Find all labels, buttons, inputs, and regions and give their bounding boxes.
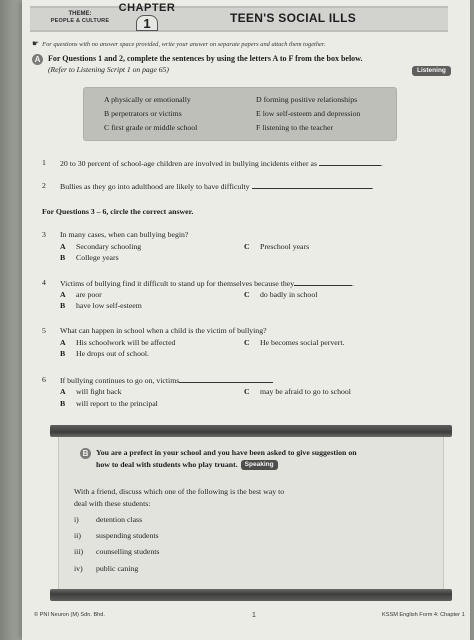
question-1-answer-blank[interactable] [319, 158, 381, 166]
question-4-option-a[interactable]: are poor [76, 290, 102, 299]
list-item-2-number: ii) [74, 531, 81, 540]
question-4-answer-blank[interactable] [294, 278, 352, 286]
question-3-number: 3 [42, 230, 46, 239]
section-a-badge: A [32, 54, 43, 65]
pointing-hand-icon: ☛ [32, 39, 40, 48]
question-3-text: In many cases, when can bullying begin? [60, 230, 189, 239]
section-b-title-line-2: how to deal with students who play truant. [96, 460, 238, 469]
option-f: F listening to the teacher [256, 123, 334, 132]
section-b-prompt-line-2: deal with these students: [74, 499, 151, 508]
footer-publisher: © PNI Neuron (M) Sdn. Bhd. [34, 612, 105, 618]
answer-options-box [84, 88, 396, 140]
question-6-option-c-letter[interactable]: C [244, 387, 250, 396]
option-a: A physically or emotionally [104, 95, 191, 104]
book-spine-edge [0, 0, 22, 640]
question-4-option-b-letter[interactable]: B [60, 301, 66, 310]
theme-label-block [44, 11, 116, 25]
chapter-title: TEEN'S SOCIAL ILLS [230, 11, 357, 25]
scroll-top-roller [50, 425, 452, 437]
question-4-number: 4 [42, 278, 46, 287]
instruction-note-text: For questions with no answer space provided, write your answer on separate papers and attach them together. [42, 41, 326, 48]
question-6 [60, 375, 273, 385]
list-item-1: detention class [96, 515, 143, 524]
question-6-option-b-letter[interactable]: B [60, 399, 66, 408]
question-5-option-c[interactable]: He becomes social pervert. [260, 338, 345, 347]
theme-label: THEME: [68, 11, 92, 17]
question-4-text: Victims of bullying find it difficult to stand up for themselves because they [60, 279, 295, 288]
questions-3-6-heading: For Questions 3 – 6, circle the correct answer. [42, 207, 194, 216]
question-3-option-b-letter[interactable]: B [60, 253, 66, 262]
question-5-number: 5 [42, 326, 46, 335]
question-6-text: If bullying continues to go on, victims [60, 376, 180, 385]
question-1: 20 to 30 percent of school-age children are involved in bullying incidents either as . [60, 159, 383, 168]
question-4-option-c[interactable]: do badly in school [260, 290, 318, 299]
question-3-option-c[interactable]: Preschool years [260, 242, 310, 251]
question-2-number: 2 [42, 181, 46, 190]
question-2-answer-blank[interactable] [252, 181, 372, 189]
footer-page-number: 1 [252, 612, 256, 619]
question-3-option-b[interactable]: College years [76, 253, 119, 262]
question-6-option-c[interactable]: may be afraid to go to school [260, 387, 351, 396]
section-a-instruction: For Questions 1 and 2, complete the sentences by using the letters A to F from the box below. [48, 54, 363, 63]
chapter-header [30, 2, 448, 32]
option-c: C first grade or middle school [104, 123, 198, 132]
chapter-word: CHAPTER [118, 2, 176, 14]
list-item-4-number: iv) [74, 564, 83, 573]
question-5-option-a-letter[interactable]: A [60, 338, 66, 347]
option-d: D forming positive relationships [256, 95, 358, 104]
question-6-option-a-letter[interactable]: A [60, 387, 66, 396]
option-b: B perpetrators or victims [104, 109, 182, 118]
section-b-badge: B [80, 448, 91, 459]
section-b-prompt-line-1: With a friend, discuss which one of the following is the best way to [74, 487, 285, 496]
chapter-number: 1 [136, 15, 158, 31]
question-4-option-b[interactable]: have low self-esteem [76, 301, 142, 310]
section-b-title-line-2-wrap [96, 460, 278, 470]
question-2-text: Bullies as they go into adulthood are likely to have difficulty [60, 182, 250, 191]
scroll-bottom-roller [50, 589, 452, 601]
question-4-option-a-letter[interactable]: A [60, 290, 66, 299]
list-item-3-number: iii) [74, 547, 84, 556]
question-1-number: 1 [42, 158, 46, 167]
instruction-note [32, 39, 325, 48]
chapter-tab [116, 2, 178, 34]
question-4-option-c-letter[interactable]: C [244, 290, 250, 299]
question-6-option-a[interactable]: will fight back [76, 387, 122, 396]
list-item-4: public caning [96, 564, 139, 573]
question-5-option-b-letter[interactable]: B [60, 349, 66, 358]
option-e: E low self-esteem and depression [256, 109, 361, 118]
question-1-text: 20 to 30 percent of school-age children are involved in bullying incidents either as [60, 159, 318, 168]
question-5-option-a[interactable]: His schoolwork will be affected [76, 338, 176, 347]
section-b-title-line-1: You are a prefect in your school and you have been asked to give suggestion on [96, 448, 357, 457]
question-6-option-b[interactable]: will report to the principal [76, 399, 158, 408]
speaking-tag: Speaking [241, 460, 278, 470]
section-a-reference: (Refer to Listening Script 1 on page 65) [48, 65, 169, 74]
list-item-3: counselling students [96, 547, 160, 556]
footer-book-title: KSSM English Form 4: Chapter 1 [382, 612, 465, 618]
question-5-option-b[interactable]: He drops out of school. [76, 349, 149, 358]
question-5-text: What can happen in school when a child is the victim of bullying? [60, 326, 267, 335]
listening-tag: Listening [412, 66, 451, 76]
question-6-number: 6 [42, 375, 46, 384]
list-item-2: suspending students [96, 531, 159, 540]
list-item-1-number: i) [74, 515, 79, 524]
question-3-option-c-letter[interactable]: C [244, 242, 250, 251]
question-5-option-c-letter[interactable]: C [244, 338, 250, 347]
question-4: Victims of bullying find it difficult to stand up for themselves because they . [60, 279, 355, 288]
question-2: Bullies as they go into adulthood are likely to have difficulty . [60, 182, 374, 191]
theme-value: PEOPLE & CULTURE [50, 18, 110, 24]
question-3-option-a-letter[interactable]: A [60, 242, 66, 251]
question-6-answer-blank[interactable] [179, 375, 273, 383]
question-3-option-a[interactable]: Secondary schooling [76, 242, 142, 251]
